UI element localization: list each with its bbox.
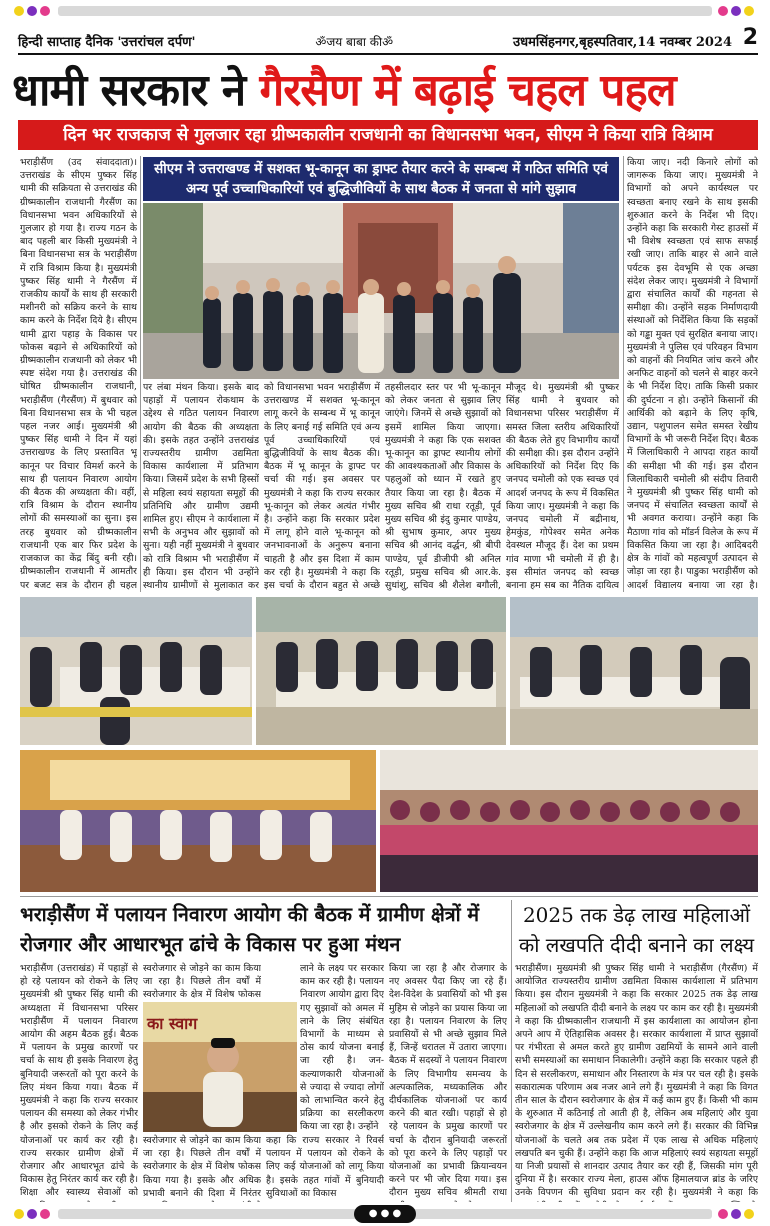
column-divider bbox=[511, 900, 512, 1202]
footer-dots-left bbox=[14, 1209, 50, 1219]
header-dots-right bbox=[718, 6, 754, 16]
meeting-photo-2 bbox=[256, 597, 506, 745]
cm-portrait-photo bbox=[143, 1002, 297, 1132]
sub-headline: दिन भर राजकाज से गुलजार रहा ग्रीष्मकालीन राजधानी का विधानसभा भवन, सीएम ने किया रात्रि विश्राम bbox=[18, 120, 758, 150]
article2-col4: किया जा रहा है और रोजगार के नए अवसर पैदा किए जा रहे हैं। देश-विदेश के प्रवासियों को भी इस मुहिम से जोड़ने का प्रयास किया जा रहा है। पलायन निवारण के लिए प्रवासियों से भी अच्छे सुझाव मिले हैं, जिन्हें धरातल में उतारा जाएगा। बैठक में सदस्यों ने पलायन निवारण के लिए विभागीय समन्वय के अल्पकालिक, मध्यकालिक और दीर्घकालिक योजनाओं पर कार्य करने की बात रखी। पहाड़ों से हो रहे पलायन के प्रमुख कारणों पर चर्चा के दौरान बुनियादी जरूरतों को पूरा करने के लिए पहाड़ों पर योजनाओं का प्रभावी क्रियान्वयन करने पर भी जोर दिया गया। इस दौरान मुख्य सचिव श्रीमती राधा bbox=[389, 963, 507, 1199]
banner-photo-text: का स्वाग bbox=[147, 1014, 198, 1033]
header-dots-left bbox=[14, 6, 50, 16]
column-divider bbox=[140, 156, 141, 592]
main-headline: धामी सरकार ने गैरसैण में बढ़ाई चहल पहल bbox=[12, 65, 676, 116]
tagline: ॐजय बाबा कीॐ bbox=[315, 34, 394, 49]
footer-dots-right bbox=[718, 1209, 754, 1219]
blue-banner: सीएम ने उत्तराखण्ड में सशक्त भू-कानून का ड्राफ्ट तैयार करने के सम्बन्ध में गठित समिति एवं अन्य पूर्व उच्चाधिकारियों एवं बुद्धिजीवियों के साथ बैठक में जनता से मांगे सुझाव bbox=[143, 157, 619, 201]
article3-body: भराड़ीसैंण। मुख्यमंत्री श्री पुष्कर सिंह धामी ने भराड़ीसैंण (गैरसैंण) में आयोजित राज्यस्तरीय ग्रामीण उद्यमिता विकास कार्यशाला में प्रतिभाग किया। इस दौरान मुख्यमंत्री ने कहा कि सरकार 2025 तक डेढ़ लाख महिलाओं को लखपति दीदी बनाने के लक्ष्य पर काम कर रही है। मुख्यमंत्री ने कहा कि ग्रीष्मकालीन राजधानी में इस कार्यशाला का आयोजन होना अपने आप में ऐतिहासिक अवसर है। सरकार कार्यशाला में प्राप्त सुझावों पर गंभीरता से अमल करते हुए ग्रामीण उद्यमियों के सामने आने वाली सभी समस्याओं का समाधान निकालेगी। उन्होंने कहा कि सरकार पहले ही दिन से सरलीकरण, समाधान और निस्तारण के मंत्र पर चल रही है। इसके सकारात्मक परिणाम अब नजर आने लगे हैं। मुख्यमंत्री ने कहा कि विगत तीन साल के दौरान स्वरोजगार के क्षेत्र में कई काम हुए हैं। किसी भी काम के शुरुआत में कठिनाई तो आती ही है, लेकिन अब महिलाएं और युवा स्वरोजगार के क्षेत्र में उल्लेखनीय काम करने लगे हैं। सरकार की विभिन्न योजनाओं के चलते अब तक प्रदेश में एक लाख से अधिक महिलाएं लखपति बन चुकी हैं। उन्होंने कहा कि आज महिलाएं स्वयं सहायता समूहों या निजी प्रयासों से शानदार उत्पाद तैयार कर रही हैं, जिसकी मांग पूरी दुनिया में है। सरकार राज्य मेला, हाउस ऑफ हिमालयाज ब्रांड के जरिए उनके विपणन की सुविधा प्रदान कर रही है। मुख्यमंत्री ने कहा कि bbox=[515, 963, 758, 1199]
article2-col3-bottom: कहा कि राज्य सरकार ने रिवर्स पलायन में पलायन को रोकने के लिए कई योजनाओं को लागू किया है। इसके तहत गांवों में बुनियादी सुविधाओं का विकास bbox=[266, 1135, 384, 1199]
cm-walking-photo bbox=[143, 203, 619, 379]
article2-col1: भराड़ीसैंण (उत्तराखंड) में पहाड़ों से हो रहे पलायन को रोकने के लिए मुख्यमंत्री श्री पुष्कर सिंह धामी की अध्यक्षता में विधानसभा परिसर भराड़ीसैंण में पलायन निवारण आयोग की अहम बैठक हुई। बैठक में पलायन के प्रमुख कारणों पर चर्चा के साथ ही इसके निवारण हेतु बुनियादी जरूरतों को पूरा करने के लिए मंथन किया गया। बैठक में मुख्यमंत्री ने कहा कि राज्य सरकार पलायन की समस्या को लेकर गंभीर है और इसको रोकने के लिए कई योजनाओं पर कार्य कर रही है। राज्य सरकार ग्रामीण क्षेत्रों में रोजगार और आधारभूत ढांचे के विकास हेतु निरंतर कार्य कर रही है। शिक्षा और स्वास्थ्य सेवाओं को bbox=[20, 963, 138, 1199]
workshop-audience-photo bbox=[380, 750, 758, 892]
page-number: 2 bbox=[742, 25, 758, 50]
article2-col2-bottom: स्वरोजगार से जोड़ने का काम किया जा रहा है। पिछले तीन वर्षों में स्वरोजगार के क्षेत्र में विशेष फोकस किया गया है। इसके और अधिक प्रभावी बनाने की दिशा में निरंतर bbox=[143, 1135, 261, 1199]
article1-col2: पर लंबा मंथन किया। इसके बाद पहाड़ों में पलायन रोकथाम के उद्देश्य से गठित पलायन निवारण आयोग की बैठक की अध्यक्षता की। इसके तहत उन्होंने उत्तराखंड राज्यस्तरीय ग्रामीण उद्यमिता विकास कार्यशाला में प्रतिभाग किया। जिसमें प्रदेश के सभी हिस्सों से महिला स्वयं सहायता समूहों की प्रतिनिधि और ग्रामीण उद्यमी शामिल हुए। सीएम ने कार्यशाला में सभी के अनुभव और सुझावों को सुना। यही नहीं मुख्यमंत्री ने बुधवार को रात्रि विश्राम भी भराड़ीसैंण में ही किया। इस दौरान भी उन्होंने स्थानीय ग्रामीणों से मुलाकात कर bbox=[143, 382, 259, 592]
meeting-photo-1 bbox=[20, 597, 252, 745]
article1-col4: तहसीलदार स्तर पर भी भू-कानून को लेकर जनता से सुझाव लिए जाएंगे। जिनमें से अच्छे सुझावों को इसमें शामिल किया जाएगा। मुख्यमंत्री ने कहा कि एक सशक्त भू-कानून का ड्राफ्ट स्थानीय लोगों की आवश्यकताओं और विकास के पहलुओं को ध्यान में रखते हुए तैयार किया जा रहा है। बैठक में मुख्य सचिव श्री राधा रतूड़ी, पूर्व मुख्य सचिव श्री इंदु कुमार पाण्डेय, श्री सुभाष कुमार, अपर मुख्य सचिव श्री आनंद वर्द्धन, श्री बीपी पाण्डेय, पूर्व डीजीपी श्री अनिल रतूड़ी, प्रमुख सचिव श्री आर.के. सुधांशु, सचिव श्री शैलेश बगौली, bbox=[385, 382, 501, 592]
publication-name: हिन्दी साप्ताह दैनिक 'उत्तरांचल दर्पण' bbox=[18, 35, 196, 50]
om-icon: ॐ bbox=[315, 34, 327, 49]
article2-col3-top: लाने के लक्ष्य पर सरकार काम कर रही है। पलायन निवारण आयोग द्वारा दिए गए सुझावों को अमल में लाने के लिए संबंधित विभागों के माध्यम से ठोस कार्य योजना बनाई जा रही है। जन-कल्याणकारी योजनाओं से ज्यादा से ज्यादा लोगों को लाभान्वित करने हेतु प्रक्रिया का सरलीकरण किया जा रहा है। उन्होंने bbox=[300, 963, 384, 1132]
workshop-stage-photo bbox=[20, 750, 376, 892]
article1-col3: को विधानसभा भवन भराड़ीसैंण में उत्तराखण्ड में सशक्त भू-कानून लागू करने के सम्बन्ध में भू कानून के लिए बनाई गई समिति एवं अन्य पूर्व उच्चाधिकारियों एवं बुद्धिजीवियों के साथ बैठक की। बैठक में भू कानून के ड्राफ्ट पर चर्चा की गई। इस अवसर पर मुख्यमंत्री ने कहा कि राज्य सरकार भू-कानून को लेकर अत्यंत गंभीर है। उन्होंने कहा कि सरकार प्रदेश में लागू होने वाले भू-कानून को जनभावनाओं के अनुरूप बनाना चाहती है और इस दिशा में काम कर रही है। मुख्यमंत्री ने कहा कि इस चर्चा के दौरान बहुत से अच्छे bbox=[264, 382, 380, 592]
article2-headline: भराड़ीसैंण में पलायन निवारण आयोग की बैठक में ग्रामीण क्षेत्रों में रोजगार और आधारभूत ढांचे के विकास पर हुआ मंथन bbox=[20, 903, 480, 956]
section-divider bbox=[20, 896, 758, 897]
article2-col2-top: स्वरोजगार से जोड़ने का काम किया जा रहा है। पिछले तीन वर्षों में स्वरोजगार के क्षेत्र में विशेष फोकस bbox=[143, 963, 261, 1000]
header-bar bbox=[58, 6, 712, 16]
article1-right-column: किया जाए। नदी किनारे लोगों को जागरूक किया जाए। मुख्यमंत्री ने विभागों को अपने कार्यस्थल पर स्वच्छता बनाए रखने के साथ इसकी शुरुआत करने के निर्देश भी दिए। उन्होंने कहा कि सरकारी गेस्ट हाउसों में भी विशेष स्वच्छता एवं साफ सफाई रखी जाए। ताकि बाहर से आने वाले पर्यटक इस देवभूमि से एक अच्छा संदेश लेकर जाए। मुख्यमंत्री ने विभागों द्वारा संचालित कार्यों की गहनता से समीक्षा की। उन्होंने सड़क निर्माणदायी संस्थाओं को निर्देशित किया कि सड़कों को गड्ढा मुक्त एवं सुरक्षित बनाया जाए। मुख्यमंत्री ने पुलिस एवं परिवहन विभाग को वाहनों की नियमित जांच करने और अनफिट वाहनों को चलने से बाहर करने के भी निर्देश दिए। ताकि किसी प्रकार की दुर्घटना न हो। उन्होंने किसानों की आर्थिकी को बढ़ाने के लिए कृषि, उद्यान, पशुपालन समेत समस्त रेखीय विभागों के भी जरूरी निर्देश दिए। बैठक में जिलाधिकारी ने आपदा राहत कार्यों की समीक्षा भी की गई। इस दौरान जिलाधिकारी चमोली श्री संदीप तिवारी ने मुख्यमंत्री श्री पुष्कर सिंह धामी को जनपद में संचालित स्वच्छता कार्यों से भी अवगत कराया। उन्होंने कहा कि मैठाणा गांव को मॉडर्न विलेज के रूप में विकसित किया जा रहा है। आदिबदरी क्षेत्र के गांवों को महत्वपूर्ण उत्पादन से जोड़ा जा रहा है। पाडुका भराड़ीसैंण को आदर्श विद्यालय बनाया जा रहा है। bbox=[627, 157, 758, 591]
column-divider bbox=[623, 156, 624, 592]
om-icon: ॐ bbox=[382, 34, 394, 49]
masthead bbox=[18, 25, 758, 55]
article1-col5: मौजूद थे। मुख्यमंत्री श्री पुष्कर सिंह धामी ने बुधवार को विधानसभा परिसर भराड़ीसैंण में समस्त जिला स्तरीय अधिकारियों की बैठक लेते हुए विभागीय कार्यों की समीक्षा की। इस दौरान उन्होंने अधिकारियों को निर्देश दिए कि जनपद चमोली को एक स्वच्छ एवं आदर्श जनपद के रूप में विकसित किया जाए। मुख्यमंत्री ने कहा कि जनपद चमोली में बद्रीनाथ, हेमकुंड, गोपेश्वर समेत अनेक देवस्थल मौजूद हैं। देश का प्रथम गांव माणा भी चमोली में ही है। इस सीमांत जनपद को स्वच्छ बनाना हम सब का नैतिक दायित्व bbox=[506, 382, 619, 592]
article1-left-column: भराड़ीसैंण (उद संवाददाता)। उत्तराखंड के सीएम पुष्कर सिंह धामी की सक्रियता से उत्तराखंड की ग्रीष्मकालीन राजधानी गैरसैंण का विधानसभा भवन अधिकारियों से गुलजार हो गया है। राज्य गठन के बाद पहली बार किसी मुख्यमंत्री ने बिना विधानसभा सत्र के भराड़ीसैंण में रात्रि विश्राम किया है। मुख्यमंत्री पुष्कर सिंह धामी ने गैरसैंण में राजकीय कार्यों के साथ ही सरकारी मशीनरी को सक्रिय करने के साथ काम करने के निर्देश दिये है। सीएम धामी द्वारा पहाड़ के विकास पर फोकस बढ़ाने से अधिकारियों को ग्रीष्मकालीन राजधानी को लेकर भी स्पष्ट संदेश गया है। उत्तराखंड की घोषित ग्रीष्मकालीन राजधानी, भराड़ीसैंण (गैरसैंण) में बुधवार को बिना विधानसभा सत्र के भी चहल पहल नजर आई। मुख्यमंत्री श्री पुष्कर सिंह धामी ने दिन में यहां उत्तराखण्ड के लिए प्रस्तावित भू कानून पर विचार विमर्श करने के साथ ही पलायन निवारण आयोग की बैठक की अध्यक्षता की। वहीं, रात्रि विश्राम के दौरान स्थानीय लोगों की समस्याओं का सुना। इस तरह बुधवार को ग्रीष्मकालीन राजधानी एक बार फिर प्रदेश के राजकाज का केंद्र बिंदु बनी रही। ग्रीष्मकालीन राजधानी में आमतौर पर बजट सत्र के दौरान ही चहल bbox=[20, 157, 137, 591]
footer-logo-icon: ● ● ● bbox=[354, 1205, 416, 1223]
meeting-photo-3 bbox=[510, 597, 758, 745]
place-date: उधमसिंहनगर,बृहस्पतिवार,14 नवम्बर 2024 bbox=[512, 35, 732, 50]
article3-headline: 2025 तक डेढ़ लाख महिलाओं को लखपति दीदी बनाने का लक्ष्य bbox=[518, 903, 755, 957]
